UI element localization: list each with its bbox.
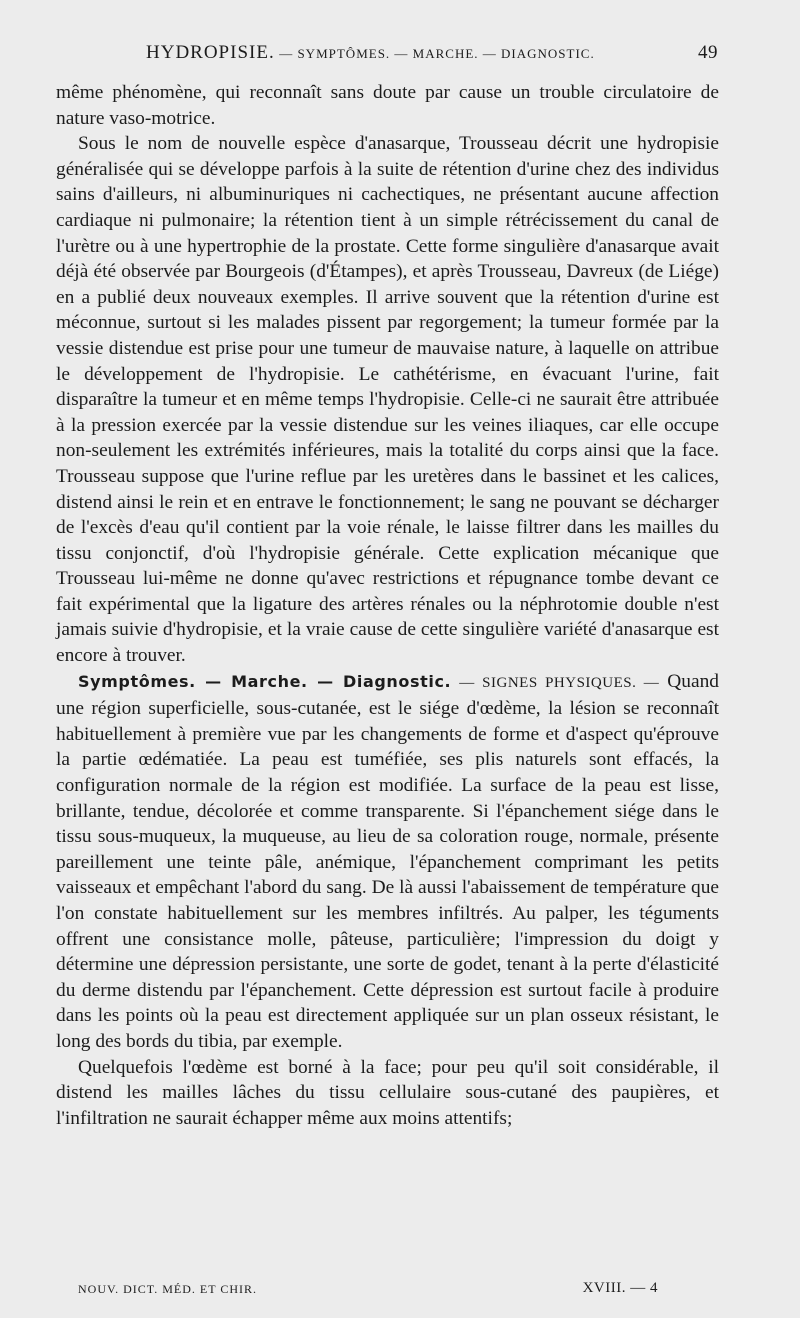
footer-signature: NOUV. DICT. MÉD. ET CHIR. <box>78 1282 258 1296</box>
section-heading: Symptômes. — Marche. — Diagnostic. <box>78 671 452 691</box>
running-head-title: HYDROPISIE. <box>146 42 275 63</box>
body-text <box>56 80 719 1131</box>
paragraph-oedeme-face: Quelquefois l'œdème est borné à la face; pour peu qu'il soit considérable, il distend les mailles lâches du tissu cellulaire sous-cutané des paupières, et l'infiltration ne saurait échapper même aux moins attentifs; <box>56 1056 719 1129</box>
running-head-sections: — SYMPTÔMES. — MARCHE. — DIAGNOSTIC. <box>279 46 595 61</box>
page-footer <box>78 1282 658 1302</box>
paragraph-anasarque: Sous le nom de nouvelle espèce d'anasarque, Trousseau décrit une hydropisie généralisée qui se développe parfois à la suite de rétention d'urine chez des individus sains d'ailleurs, ni albuminuriques ni cachectiques, ne présentant aucune affection cardiaque ni pulmonaire; la rétention tient à un simple rétrécissement du canal de l'urètre ou à une hypertrophie de la prostate. Cette forme singulière d'anasarque avait déjà été observée par Bourgeois (d'Étampes), et après Trousseau, Davreux (de Liége) en a publié deux nouveaux exemples. Il arrive souvent que la rétention d'urine est méconnue, surtout si les malades pissent par regorgement; la tumeur formée par la vessie distendue est prise pour une tumeur de mauvaise nature, à laquelle on attribue le développement de l'hydropisie. Le cathétérisme, en évacuant l'urine, fait disparaître la tumeur et en même temps l'hydropisie. Celle-ci ne saurait être attribuée à la pression exercée par la vessie distendue sur les veines iliaques, car elle occupe non-seulement les extrémités inférieures, mais la totalité du corps ainsi que la face. Trousseau suppose que l'urine reflue par les uretères dans le bassinet et les calices, distend ainsi le rein et en entrave le fonctionnement; le sang ne pouvant se décharger de l'excès d'eau qu'il contient par la voie rénale, le laisse filtrer dans les mailles du tissu conjonctif, d'où l'hydropisie générale. Cette explication mécanique que Trousseau lui-même ne donne qu'avec restrictions et répugnance tombe devant ce fait expérimental que la ligature des artères rénales ou la néphrotomie double n'est jamais suivie d'hydropisie, et la vraie cause de cette singulière variété d'anasarque est encore à trouver. <box>56 133 719 667</box>
paragraph-symptomes-text: Quand une région superficielle, sous-cutanée, est le siége d'œdème, la lésion se reconnaît habituellement à première vue par les changements de forme et d'aspect qu'éprouve la partie œdématiée. La peau est tuméfiée, ses plis naturels sont effacés, la configuration normale de la région est modifiée. La surface de la peau est lisse, brillante, tendue, décolorée et comme transparente. Si l'épanchement siége dans le tissu sous-muqueux, la muqueuse, au lieu de sa coloration rouge, normale, présente pareillement une teinte pâle, anémique, l'épanchement comprimant les petits vaisseaux et empêchant l'abord du sang. De là aussi l'abaissement de température que l'on constate habituellement sur les membres infiltrés. Au palper, les téguments offrent une consistance molle, pâteuse, particulière; l'impression du doigt y détermine une dépression persistante, une sorte de godet, tenant à la perte d'élasticité du derme distendu par l'épanchement. Cette dépression est surtout facile à produire dans les points où la peau est directement appliquée sur un plan osseux résistant, le long des bords du tibia, par exemple. <box>56 670 719 1052</box>
running-head-left <box>146 42 595 64</box>
footer-volume: XVIII. — 4 <box>582 1280 658 1296</box>
paragraph-symptomes <box>56 669 719 1055</box>
page-number: 49 <box>698 42 718 63</box>
running-head <box>56 42 718 72</box>
paragraph-continuation: même phénomène, qui reconnaît sans doute par cause un trouble circulatoire de nature vaso-motrice. <box>56 82 719 129</box>
section-subheading: — SIGNES PHYSIQUES. — <box>459 674 660 691</box>
